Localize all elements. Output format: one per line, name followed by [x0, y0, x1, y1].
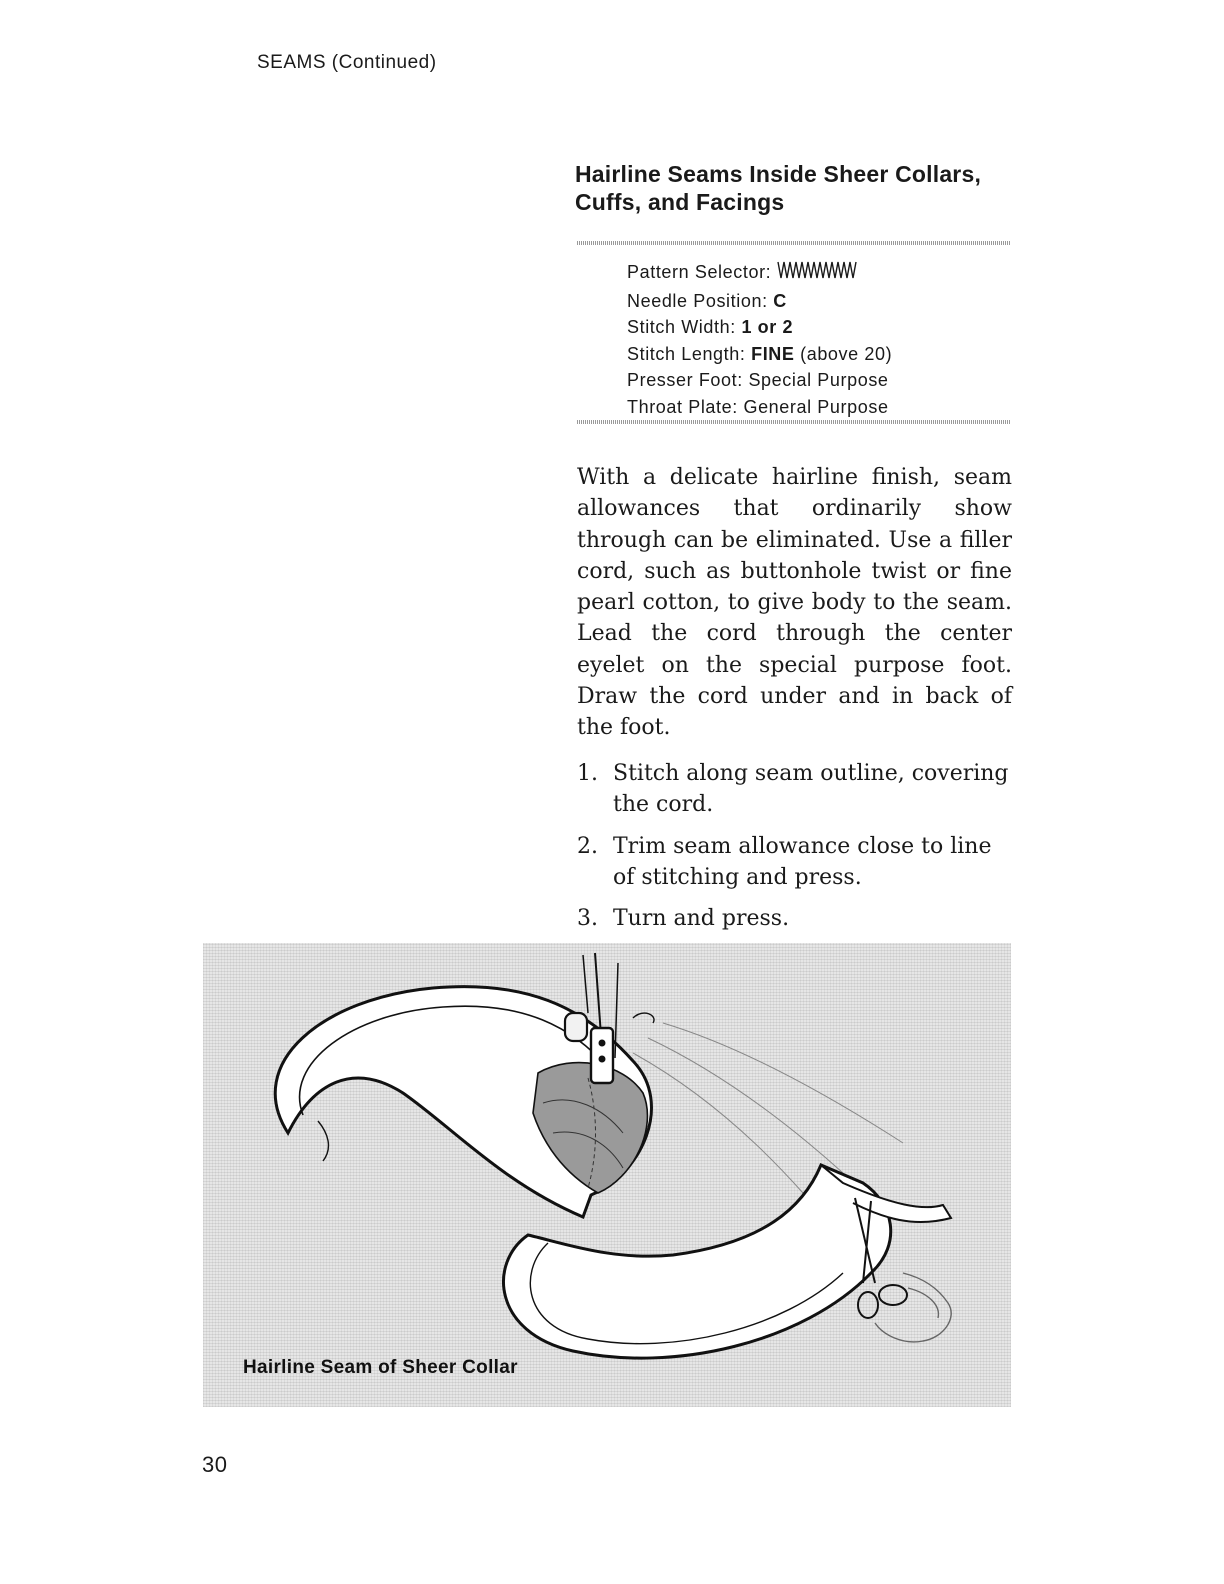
setting-stitch-length: [627, 341, 1007, 368]
steps-list: [577, 758, 1017, 944]
section-title-line-1: Hairline Seams Inside Sheer Collars,: [575, 161, 982, 187]
setting-value: 1 or 2: [741, 317, 794, 338]
settings-top-rule: [577, 241, 1011, 245]
hand-outline: [875, 1273, 951, 1342]
body-paragraph: With a delicate hairline finish, seam allowances that ordinarily show through can be eliminated. Use a filler cord, such as buttonhole twist or fine pearl cotton, to give body to the seam. Lead the cord through the center eyelet on the special purpose foot. Draw the cord under and in back of the foot.: [577, 465, 1012, 741]
step-number: 3.: [577, 906, 598, 932]
zigzag-stitch-icon: [777, 260, 859, 288]
setting-label: Throat Plate:: [627, 396, 738, 417]
figure-caption: Hairline Seam of Sheer Collar: [243, 1357, 518, 1378]
step-item: [577, 903, 1017, 934]
setting-label: Pattern Selector:: [627, 262, 772, 282]
setting-value: Special Purpose: [748, 370, 889, 391]
step-item: [577, 758, 1017, 821]
setting-label: Stitch Length:: [627, 343, 746, 364]
setting-value: General Purpose: [743, 396, 889, 417]
setting-stitch-width: [627, 314, 1007, 341]
section-title-line-2: Cuffs, and Facings: [575, 189, 785, 215]
setting-label: Presser Foot:: [627, 370, 743, 391]
step-text: Turn and press.: [613, 906, 790, 932]
step-item: [577, 831, 1017, 894]
settings-bottom-rule: [577, 420, 1011, 424]
section-title: [575, 160, 1035, 216]
setting-value: C: [773, 290, 787, 311]
setting-presser-foot: [627, 367, 1007, 394]
setting-throat-plate: [627, 394, 1007, 421]
page-number: 30: [202, 1452, 228, 1477]
step-text: Stitch along seam outline, covering the cord.: [613, 761, 1009, 818]
step-text: Trim seam allowance close to line of stitching and press.: [613, 833, 992, 890]
step-number: 2.: [577, 833, 598, 859]
setting-needle-position: [627, 288, 1007, 315]
step-number: 1.: [577, 761, 598, 786]
upper-collar-piece: [275, 987, 651, 1217]
setting-pattern-selector: [627, 259, 1007, 288]
collar-illustration: [203, 943, 1011, 1407]
setting-value: FINE: [751, 343, 795, 364]
fabric-fold-lines: [633, 1023, 903, 1193]
running-head: SEAMS (Continued): [257, 52, 437, 73]
setting-note: (above 20): [800, 343, 893, 364]
setting-label: Stitch Width:: [627, 317, 736, 338]
collar-drawing: [203, 943, 1011, 1407]
machine-settings-box: [627, 259, 1007, 421]
setting-label: Needle Position:: [627, 290, 768, 311]
